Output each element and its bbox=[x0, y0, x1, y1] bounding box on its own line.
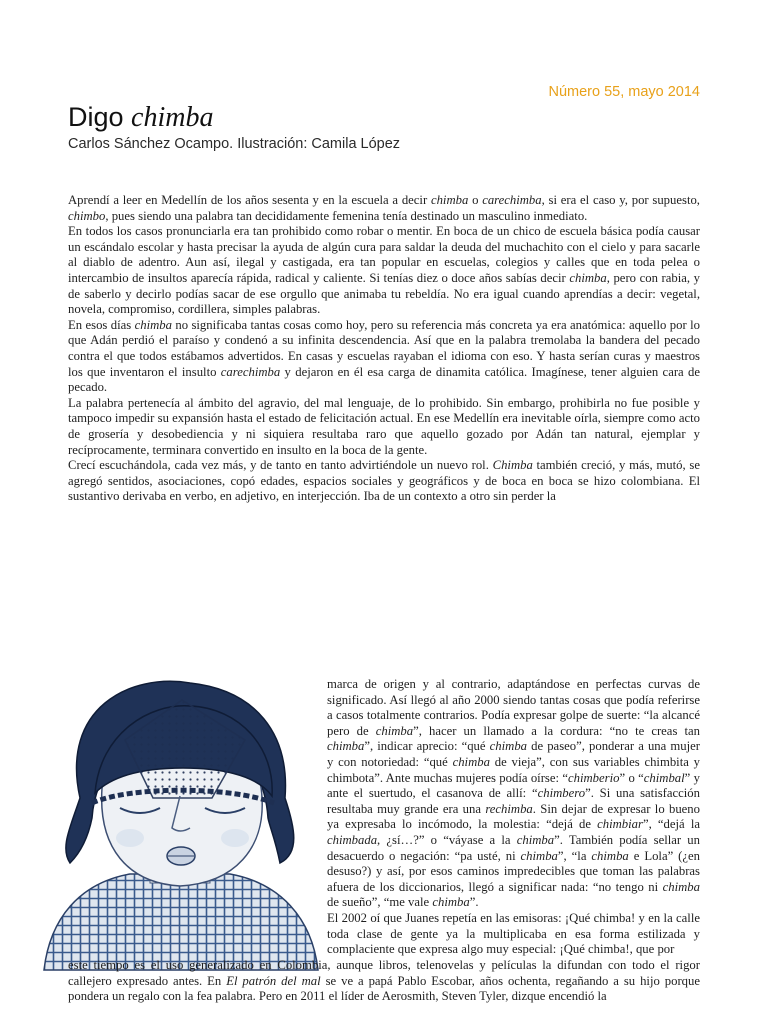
text-run: Aprendí a leer en Medellín de los años sesenta y en la escuela a decir bbox=[68, 193, 431, 207]
paragraph bbox=[68, 318, 700, 396]
italic-word: chimbo bbox=[68, 208, 106, 223]
italic-word: chimbiar bbox=[597, 817, 643, 832]
italic-word: chimberio bbox=[568, 770, 620, 785]
italic-word: chimba bbox=[375, 723, 414, 738]
text-run: , pues siendo una palabra tan decididamente femenina tenía destinado un masculino inmediato. bbox=[105, 208, 588, 223]
text-run: no significaba tantas cosas como hoy, pero su referencia más concreta ya era anatómica: aquello por lo que Adán perdió el paraíso y condenó a su infinita descendencia. Así que en la palabra tremolaba la bandera del pecado contra el que todos estábamos advertidos. En casas y escuelas rayaban el idioma con eso. Y hasta serían curas y maestros los que inventaron el insulto bbox=[68, 317, 700, 379]
italic-word: chimba bbox=[516, 832, 555, 847]
italic-word: chimba bbox=[520, 848, 558, 863]
text-run: ”, hacer un llamado a la cordura: “no te creas tan bbox=[413, 723, 700, 738]
text-run: En todos los casos pronunciarla era tan prohibido como robar o mentir. En boca de un chico de escuela básica podía causar un escándalo escolar y hasta precisar la ayuda de algún cura para saldar la deuda del muchachito con el cielo y para sacarle al diablo de adentro. Aun así, ilegal y castigada, era tan popular en escuelas, colegios y calles que en toda pelea o intercambio de insultos aparecía rápida, radical y caliente. Si tenías diez o doce años sabías decir bbox=[68, 224, 700, 285]
italic-word: El patrón del mal bbox=[226, 973, 321, 988]
italic-word: carechimba bbox=[482, 193, 542, 207]
italic-word: chimba bbox=[134, 317, 172, 332]
text-run: ”, indicar aprecio: “qué bbox=[364, 739, 490, 754]
text-run: ”. bbox=[469, 895, 479, 910]
text-run: , si era el caso y, por supuesto, bbox=[541, 193, 700, 207]
text-run: marca de origen y al contrario, adaptándose en perfectas curvas de significado. Así llegó al año 2000 siendo tantas cosas que podía referirse a casos totalmente contrarios. Podía expresar golpe de suerte: “la alcancé pero de bbox=[327, 677, 700, 738]
text-run: , pero con rabia, y de saberlo y decirlo podías sacar de ese orgullo que animaba tu rebeldía. No era igual cuando aprendías a decir: vegetal, novela, compromiso, cordillera, simples palabras. bbox=[68, 270, 700, 317]
italic-word: Chimba bbox=[492, 458, 533, 473]
byline: Carlos Sánchez Ocampo. Ilustración: Camila López bbox=[68, 136, 401, 152]
italic-word: rechimba bbox=[485, 801, 533, 816]
article-body-bottom bbox=[68, 958, 700, 1024]
paragraph bbox=[68, 193, 700, 224]
paragraph bbox=[327, 911, 700, 958]
italic-word: chimba bbox=[662, 879, 700, 894]
text-run: se ve a papá Pablo Escobar, años ochenta, regañando a su hijo porque pondera un regalo con la fea palabra. Pero en 2011 el líder de Aerosmith, Steven Tyler, dizque encendió la bbox=[68, 973, 700, 1004]
text-run: Crecí escuchándola, cada vez más, y de tanto en tanto advirtiéndole un nuevo rol. bbox=[68, 458, 493, 473]
italic-word: carechimba bbox=[220, 364, 281, 379]
text-run: este tiempo es el uso generalizado en Colombia, aunque libros, telenovelas y películas la difundan con todo el rigor callejero expresado antes. En bbox=[68, 958, 700, 988]
text-run: . Sin dejar de expresar lo bueno ya expresaba lo incómodo, la molestia: “dejá de bbox=[327, 801, 700, 832]
text-run: de vieja”, con sus variables chimbita y chimbota”. Ante muchas mujeres podía oírse: “ bbox=[327, 754, 700, 785]
text-run: e Lola” (¿en desuso?) y así, por esos caminos impredecibles que toman las palabras afuera de los diccionarios, llegó a significar nada: “no tengo ni bbox=[327, 848, 700, 894]
text-run: y dejaron en él esa carga de dinamita católica. Imagínese, tener alguien cara de pecado. bbox=[68, 364, 700, 395]
text-run: o bbox=[468, 193, 483, 207]
italic-word: chimba bbox=[327, 739, 365, 754]
text-run: En esos días bbox=[68, 317, 135, 332]
italic-word: chimbada bbox=[327, 832, 378, 847]
text-run: La palabra pertenecía al ámbito del agravio, del mal lenguaje, de lo prohibido. Sin embargo, prohibirla no fue posible y tampoco impedir su expansión hasta el estado de felicitación actual. En ese Medellín era inevitable oírla, siempre como acto de grosería y desobediencia y ni siquiera resultaba raro que aquello gozado por Adán tan natural, ejemplar y recíprocamente, terminara convertido en insulto en la boca de la gente. bbox=[68, 395, 700, 457]
italic-word: chimba bbox=[452, 754, 490, 769]
italic-word: chimba bbox=[432, 895, 470, 910]
italic-word: chimba bbox=[569, 270, 607, 285]
paragraph bbox=[327, 677, 700, 911]
text-run: ”. También podía sellar un desacuerdo o negación: “pa usté, ni bbox=[327, 832, 700, 863]
paragraph bbox=[68, 958, 700, 1005]
paragraph bbox=[68, 224, 700, 318]
illustration-girl-veil bbox=[40, 678, 320, 973]
text-run: ”, “la bbox=[557, 848, 592, 863]
text-run: de paseo”, ponderar a una mujer y con notoriedad: “qué bbox=[327, 739, 700, 769]
paragraph bbox=[68, 458, 700, 505]
text-run: ” o “ bbox=[619, 770, 644, 785]
italic-word: chimba bbox=[591, 848, 629, 863]
italic-word: chimbero bbox=[537, 786, 586, 801]
paragraph bbox=[68, 396, 700, 458]
text-run: ” y ante el suertudo, el casanova de allí: “ bbox=[327, 770, 700, 801]
italic-word: chimba bbox=[430, 193, 469, 207]
text-run: , ¿sí…?” o “váyase a la bbox=[377, 832, 517, 847]
text-run: de sueño”, “me vale bbox=[327, 895, 433, 910]
issue-label: Número 55, mayo 2014 bbox=[548, 84, 700, 100]
text-run: también creció, y más, mutó, se agregó sentidos, asociaciones, copó edades, espacios sociales y geográficos y de boca en boca se hizo colombiana. El sustantivo derivaba en verbo, en adjetivo, en interjección. Iba de un contexto a otro sin perder la bbox=[68, 458, 700, 504]
text-run: El 2002 oí que Juanes repetía en las emisoras: ¡Qué chimba! y en la calle toda clase de gente ya la multiplicaba en esa forma estilizada y complaciente que expresa algo muy especial: ¡Qué chimba!, que por bbox=[327, 910, 700, 957]
text-run: ”, “dejá la bbox=[642, 817, 700, 832]
text-run: ”. Si una satisfacción resultaba muy grande era una bbox=[327, 786, 700, 816]
article-body-top bbox=[68, 193, 700, 505]
italic-word: chimbal bbox=[643, 770, 685, 785]
article-title bbox=[68, 103, 213, 134]
article-body-right bbox=[327, 677, 700, 958]
title-plain: Digo bbox=[68, 102, 132, 132]
title-italic: chimba bbox=[131, 102, 214, 133]
italic-word: chimba bbox=[489, 739, 528, 754]
